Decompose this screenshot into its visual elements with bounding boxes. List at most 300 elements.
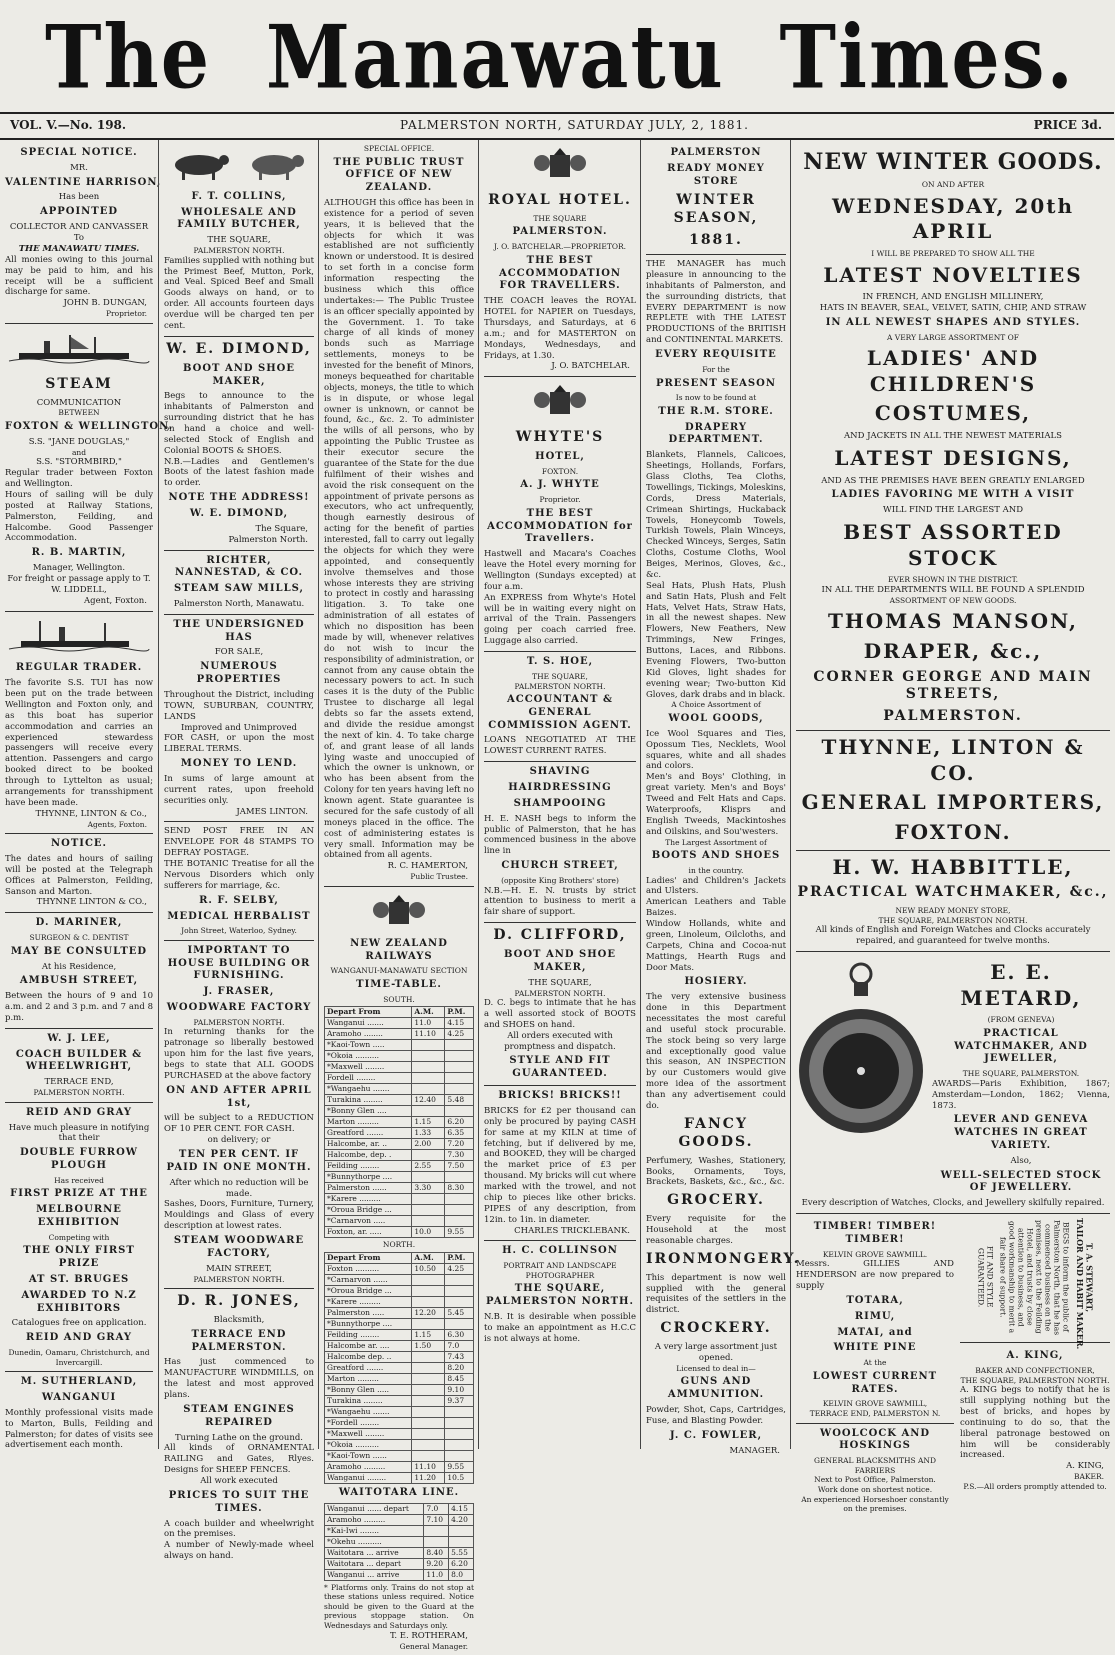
divider bbox=[796, 951, 1110, 952]
timetable-row bbox=[325, 1194, 474, 1205]
station-cell: *Bunnythorpe .... bbox=[325, 1318, 412, 1329]
american-leathers: American Leathers and Table Baizes. bbox=[646, 897, 786, 919]
square-palmerston: THE SQUARE, PALMERSTON NORTH. bbox=[878, 915, 1028, 925]
time-cell bbox=[445, 1194, 474, 1205]
railway-signature-role: General Manager. bbox=[399, 1641, 468, 1651]
royal-hotel-place: THE SQUARE bbox=[533, 213, 587, 223]
whyte-coach: Hastwell and Macara's Coaches leave the Hotel every morning for Wellington (Sundays excepted) at four a.m. bbox=[484, 549, 636, 592]
divider bbox=[164, 336, 314, 337]
time-cell bbox=[412, 1062, 445, 1073]
wheelwright-line: A coach builder and wheelwright on the premises. bbox=[164, 1518, 314, 1540]
money-to-lend: MONEY TO LEND. bbox=[180, 758, 298, 770]
timetable-north: NORTH. bbox=[382, 1240, 416, 1250]
crockery-heading: CROCKERY. bbox=[660, 1320, 772, 1337]
clifford-place-2: PALMERSTON NORTH. bbox=[514, 988, 606, 998]
divider bbox=[960, 1342, 1110, 1343]
steam-heading: STEAM bbox=[45, 375, 113, 392]
steam-line: and bbox=[71, 447, 87, 457]
station-cell: *Kaoi-Town ..... bbox=[325, 1040, 412, 1051]
timetable-row bbox=[325, 1205, 474, 1216]
time-cell: 9.55 bbox=[445, 1227, 474, 1238]
watches-repaired: All kinds of English and Foreign Watches and Clocks accurately repaired, and guaranteed for twelve months. bbox=[815, 925, 1091, 947]
waitotara-timetable bbox=[324, 1503, 474, 1581]
nannestad-place: Palmerston North, Manawatu. bbox=[173, 598, 305, 609]
timetable-row bbox=[325, 1318, 474, 1329]
coat-of-arms-icon bbox=[359, 894, 439, 928]
boots-heading: BOOTS AND SHOES bbox=[651, 850, 781, 862]
trader-signature: THYNNE, LINTON & Co., bbox=[35, 808, 147, 819]
time-cell bbox=[445, 1296, 474, 1307]
timetable-row bbox=[325, 1307, 474, 1318]
prize-line: MELBOURNE EXHIBITION bbox=[36, 1204, 122, 1229]
woolcock-name: WOOLCOCK AND HOSKINGS bbox=[819, 1427, 931, 1452]
at-the: At the bbox=[863, 1358, 887, 1368]
divider bbox=[484, 1085, 636, 1086]
notice-line: THE MANAWATU TIMES. bbox=[18, 243, 140, 254]
time-cell bbox=[412, 1274, 445, 1285]
drapery-body: Blankets, Flannels, Calicoes, Sheetings, Hollands, Forfars, Glass Cloths, Tea Cloths, Towellings, Tickings, Moleskins, Cords, Dress Materials, Crimean Shirtings, Huckaback Towels, Honeycomb Towels, Turkish Towels, Plain Winceys, Checked Winceys, Serges, Satin Cloths, Costume Cloths, Wool Beiges, Merinos, Gloves, &c., &c. bbox=[646, 450, 786, 580]
south-timetable-body bbox=[325, 1018, 474, 1238]
time-cell: 7.0 bbox=[445, 1340, 474, 1351]
whyte-express: An EXPRESS from Whyte's Hotel will be in waiting every night on arrival of the Train. Passengers going per coach carried free. Luggage also carried. bbox=[484, 592, 636, 647]
station-cell: Feilding ........ bbox=[325, 1329, 412, 1340]
millinery-line: IN FRENCH, AND ENGLISH MILLINERY, bbox=[862, 292, 1044, 303]
metard-place: THE SQUARE, PALMERSTON. bbox=[962, 1069, 1080, 1079]
time-cell: 5.55 bbox=[449, 1547, 474, 1558]
time-cell: 10.0 bbox=[412, 1227, 445, 1238]
timetable-row bbox=[325, 1461, 474, 1472]
lowest-rates: LOWEST CURRENT RATES. bbox=[812, 1370, 938, 1395]
price: PRICE 3d. bbox=[1033, 118, 1102, 132]
nash-body: H. E. NASH begs to inform the public of Palmerston, that he has commenced business in the above line in bbox=[484, 813, 636, 857]
medical-address: John Street, Waterloo, Sydney. bbox=[181, 926, 297, 936]
timetable-row bbox=[325, 1216, 474, 1227]
station-cell: Halcombe dep. .. bbox=[325, 1351, 412, 1362]
time-cell bbox=[412, 1362, 445, 1373]
station-cell: Palmerston ..... bbox=[325, 1307, 412, 1318]
time-cell: 4.15 bbox=[445, 1018, 474, 1029]
time-cell bbox=[412, 1439, 445, 1450]
timetable-row bbox=[325, 1558, 474, 1569]
station-cell: Wanganui ....... bbox=[325, 1018, 412, 1029]
divider bbox=[164, 550, 314, 551]
divider bbox=[484, 922, 636, 923]
timetable-row bbox=[325, 1395, 474, 1406]
work-executed: All work executed bbox=[200, 1476, 278, 1487]
place-and-date: PALMERSTON NORTH, SATURDAY JULY, 2, 1881. bbox=[400, 118, 749, 132]
trust-signature-role: Public Trustee. bbox=[410, 872, 468, 882]
dimond-name: W. E. DIMOND, bbox=[166, 340, 312, 357]
station-cell: *Okoia .......... bbox=[325, 1439, 412, 1450]
time-cell bbox=[412, 1296, 445, 1307]
timetable-row bbox=[325, 1329, 474, 1340]
station-cell: Palmerston ...... bbox=[325, 1183, 412, 1194]
trader-signature-place: Agents, Foxton. bbox=[87, 819, 147, 829]
station-cell: Marton ......... bbox=[325, 1373, 412, 1384]
licensed-line: Licensed to deal in— bbox=[676, 1363, 756, 1373]
whytes-place: FOXTON. bbox=[541, 466, 579, 476]
will-find: WILL FIND THE LARGEST AND bbox=[882, 505, 1024, 516]
col-am: A.M. bbox=[412, 1252, 445, 1263]
lower-left bbox=[796, 1218, 954, 1514]
crockery-body: A very large assortment just opened. bbox=[654, 1342, 778, 1363]
every-description: Every description of Watches, Clocks, and Jewellery skilfully repaired. bbox=[801, 1198, 1105, 1209]
time-cell bbox=[445, 1406, 474, 1417]
experienced: An experienced Horseshoer constantly on the premises. bbox=[801, 1494, 949, 1514]
photographer-sub: PHOTOGRAPHER bbox=[525, 1270, 595, 1280]
white-pine: WHITE PINE bbox=[833, 1342, 917, 1354]
clifford-body: D. C. begs to intimate that he has a well assorted stock of BOOTS and SHOES on hand. bbox=[484, 998, 636, 1030]
time-cell: 11.10 bbox=[412, 1461, 445, 1472]
dimond-title: BOOT AND SHOE MAKER, bbox=[182, 362, 296, 387]
time-cell bbox=[445, 1205, 474, 1216]
divider bbox=[164, 614, 314, 615]
timetable-row bbox=[325, 1073, 474, 1084]
station-cell: *Oroua Bridge ... bbox=[325, 1205, 412, 1216]
regular-trader-heading: REGULAR TRADER. bbox=[15, 662, 143, 674]
time-cell bbox=[412, 1285, 445, 1296]
vertical-text: T. A. STEWART, TAILOR AND HABIT MAKER. bbox=[1075, 1218, 1095, 1350]
timetable-row bbox=[325, 1227, 474, 1238]
season-year: 1881. bbox=[689, 232, 743, 249]
jones-place: TERRACE END PALMERSTON. bbox=[191, 1328, 287, 1353]
important-line: IMPORTANT TO HOUSE BUILDING OR FURNISHING. bbox=[167, 944, 311, 982]
wool-body: Ice Wool Squares and Ties, Opossum Ties, Necklets, Wool squares, white and all shades and colors. bbox=[646, 728, 786, 772]
woodware-factory: WOODWARE FACTORY bbox=[166, 1002, 312, 1014]
hairdressing: HAIRDRESSING bbox=[508, 782, 612, 794]
choice-line: A Choice Assortment of bbox=[671, 700, 761, 710]
rimu: RIMU, bbox=[854, 1310, 896, 1322]
lower-right bbox=[960, 1218, 1110, 1514]
time-cell: 8.0 bbox=[449, 1569, 474, 1580]
time-cell: 8.45 bbox=[445, 1373, 474, 1384]
timetable-row bbox=[325, 1428, 474, 1439]
steam-line: Regular trader between Foxton and Wellington. bbox=[5, 468, 153, 489]
stamps-line: SEND POST FREE IN AN ENVELOPE FOR 48 STAMPS TO DEFRAY POSTAGE. bbox=[164, 826, 314, 859]
hoe-place-2: PALMERSTON NORTH. bbox=[514, 681, 606, 691]
church-street: CHURCH STREET, bbox=[501, 860, 619, 872]
time-cell: 7.20 bbox=[445, 1139, 474, 1150]
fraser-name: J. FRASER, bbox=[203, 986, 275, 998]
divider bbox=[484, 761, 636, 762]
station-cell: Foxton, ar. ..... bbox=[325, 1227, 412, 1238]
divider bbox=[5, 323, 153, 324]
sashes-line: Sashes, Doors, Furniture, Turnery, Mouldings and Glass of every description at lowest rates. bbox=[164, 1199, 314, 1232]
monthly-visits: Monthly professional visits made to Marton, Bulls, Feilding and Palmerston; for dates of visits see advertisement each month. bbox=[5, 1407, 153, 1451]
timetable-row bbox=[325, 1128, 474, 1139]
medical-herbalist: MEDICAL HERBALIST bbox=[167, 910, 311, 922]
butcher-animals-icon bbox=[164, 147, 314, 181]
time-cell bbox=[412, 1351, 445, 1362]
properties-body: Throughout the District, including TOWN, SUBURBAN, COUNTRY, LANDS bbox=[164, 689, 314, 722]
steam-line: FOXTON & WELLINGTON. bbox=[5, 420, 174, 432]
window-hollands: Window Hollands, white and green, Linoleum, Oilcloths, and Carpets, China and Cocoa-nut Mattings, Hearth Rugs and Door Mats. bbox=[646, 919, 786, 973]
time-cell: 6.35 bbox=[445, 1128, 474, 1139]
time-cell: 2.55 bbox=[412, 1161, 445, 1172]
ten-percent-line: TEN PER CENT. IF PAID IN ONE MONTH. bbox=[166, 1149, 312, 1173]
whytes-hotel: HOTEL, bbox=[535, 451, 585, 463]
time-cell: 11.10 bbox=[412, 1029, 445, 1040]
time-cell bbox=[445, 1084, 474, 1095]
time-cell: 1.33 bbox=[412, 1128, 445, 1139]
time-cell bbox=[449, 1536, 474, 1547]
title-word-manawatu: Manawatu bbox=[265, 6, 725, 109]
prepared-line: I WILL BE PREPARED TO SHOW ALL THE bbox=[871, 248, 1035, 258]
regular-trader-body: The favorite S.S. TUI has now been put on the trade between Wellington and Foxton only, and as this boat has superior accommodation and carries an experienced stewardess passengers will receive every attention. Passengers and cargo booked direct to be booked through to Lyttelton as usual; arrangements for transshipment have been made. bbox=[5, 678, 153, 808]
on-and-after: ON AND AFTER bbox=[921, 180, 985, 190]
divider bbox=[324, 886, 474, 887]
station-cell: Wanganui ...... depart bbox=[325, 1503, 424, 1514]
bricks-body: BRICKS for £2 per thousand can only be procured by paying CASH for same at my KILN at time of fetching, but if delivered by me, and BOOKED, they will be charged the market price of £3 per thousand. My bricks will cut where marked with the trowel, and not chip to pieces like other bricks. PIPES of any description, from 12in. to 1in. in diameter. bbox=[484, 1105, 636, 1225]
station-cell: *Karere ......... bbox=[325, 1194, 412, 1205]
new-ready-money: NEW READY MONEY STORE, bbox=[895, 906, 1011, 916]
mail-notice-signature: THYNNE LINTON & CO., bbox=[36, 897, 147, 908]
time-cell bbox=[412, 1172, 445, 1183]
timetable-south: SOUTH. bbox=[383, 994, 415, 1004]
to-be-found: Is now to be found at bbox=[675, 393, 757, 403]
butcher-title: WHOLESALE AND FAMILY BUTCHER, bbox=[177, 206, 301, 231]
costumes: COSTUMES, bbox=[874, 401, 1032, 426]
divider bbox=[796, 1213, 1110, 1214]
south-timetable bbox=[324, 1006, 474, 1238]
agent-freight: For freight or passage apply to T. W. LIDDELL, bbox=[7, 573, 151, 595]
palmerston-line: PALMERSTON. bbox=[883, 708, 1023, 725]
divider bbox=[796, 730, 1110, 731]
timetable-row bbox=[325, 1439, 474, 1450]
metard-title: PRACTICAL WATCHMAKER, AND JEWELLER, bbox=[954, 1027, 1088, 1065]
boots-sub: in the country. bbox=[688, 865, 744, 875]
royal-hotel-place-2: PALMERSTON. bbox=[512, 226, 608, 238]
time-cell: 6.20 bbox=[445, 1117, 474, 1128]
station-cell: Wanganui ... arrive bbox=[325, 1569, 424, 1580]
timetable-row bbox=[325, 1362, 474, 1373]
time-cell bbox=[445, 1062, 474, 1073]
large-assortment: A VERY LARGE ASSORTMENT OF bbox=[886, 332, 1020, 342]
photographer-place: THE SQUARE, PALMERSTON NORTH. bbox=[486, 1283, 634, 1308]
notice-line: VALENTINE HARRISON, bbox=[5, 176, 162, 188]
time-cell: 8.20 bbox=[445, 1362, 474, 1373]
station-cell: *Fordell ........ bbox=[325, 1417, 412, 1428]
store-title-2: READY MONEY STORE bbox=[667, 162, 765, 187]
timetable-row bbox=[325, 1536, 474, 1547]
column-6 bbox=[790, 140, 1115, 1514]
baker-signature: A. KING, bbox=[1066, 1461, 1104, 1472]
photographer-note: N.B. It is desirable when possible to make an appointment as H.C.C is not always at home. bbox=[484, 1311, 636, 1344]
baker-title: BAKER AND CONFECTIONER, bbox=[975, 1365, 1095, 1375]
north-timetable bbox=[324, 1252, 474, 1484]
church-street-2: (opposite King Brothers' store) bbox=[501, 875, 619, 885]
plough-line-2: Has received bbox=[54, 1175, 104, 1185]
time-cell bbox=[445, 1439, 474, 1450]
timetable-row bbox=[325, 1296, 474, 1307]
station-cell: Waitotara ... depart bbox=[325, 1558, 424, 1569]
jones-sub: Blacksmith, bbox=[213, 1315, 265, 1325]
time-cell bbox=[412, 1040, 445, 1051]
baker-place: THE SQUARE, PALMERSTON NORTH. bbox=[960, 1375, 1110, 1385]
timetable-row bbox=[325, 1285, 474, 1296]
timetable-row bbox=[325, 1373, 474, 1384]
agent-place: Manager, Wellington. bbox=[32, 563, 126, 574]
steamship-icon bbox=[9, 619, 149, 653]
winter-season: WINTER SEASON, bbox=[673, 192, 759, 227]
vertical-text: BEGS to inform the public of Palmerston North, that he has commenced business on the premises, next to the Feilding Hotel, and trusts by close attention to business, and good workmanship to merit a fair share of support. bbox=[998, 1219, 1071, 1335]
timetable-row bbox=[325, 1406, 474, 1417]
clifford-style: STYLE AND FIT GUARANTEED. bbox=[509, 1055, 611, 1080]
station-cell: *Bunnythorpe .... bbox=[325, 1172, 412, 1183]
timetable-row bbox=[325, 1018, 474, 1029]
totara: TOTARA, bbox=[846, 1294, 904, 1306]
wednesday-line: WEDNESDAY, 20th APRIL bbox=[831, 193, 1075, 244]
north-timetable-body bbox=[325, 1263, 474, 1483]
station-cell: Aramoho ......... bbox=[325, 1514, 424, 1525]
steam-line: S.S. "STORMBIRD," bbox=[36, 457, 122, 468]
hoe-place: THE SQUARE, bbox=[532, 671, 588, 681]
col-am: A.M. bbox=[412, 1007, 445, 1018]
steam-factory: STEAM WOODWARE FACTORY, bbox=[173, 1235, 305, 1259]
only-prize-2: AT ST. BRUGES bbox=[28, 1274, 130, 1286]
butcher-place-2: PALMERSTON NORTH. bbox=[193, 246, 285, 256]
time-cell: 1.15 bbox=[412, 1329, 445, 1340]
timetable-title: TIME-TABLE. bbox=[356, 978, 442, 990]
store-body: THE MANAGER has much pleasure in announcing to the inhabitants of Palmerston, and the surrounding districts, that EVERY DEPARTMENT is now REPLETE with THE LATEST PRODUCTIONS of the BRITISH and CONTINENTAL MARKETS. bbox=[646, 259, 786, 346]
column-2 bbox=[158, 140, 319, 1562]
time-cell bbox=[412, 1216, 445, 1227]
station-cell: *Bonny Glen .... bbox=[325, 1106, 412, 1117]
wool-goods: WOOL GOODS, bbox=[668, 713, 764, 724]
timetable-row bbox=[325, 1161, 474, 1172]
fowler-name: J. C. FOWLER, bbox=[669, 1429, 763, 1441]
time-cell bbox=[445, 1051, 474, 1062]
coach-builder-title: COACH BUILDER & WHEELWRIGHT, bbox=[15, 1048, 143, 1073]
time-cell: 4.25 bbox=[445, 1263, 474, 1274]
time-cell bbox=[445, 1172, 474, 1183]
time-cell bbox=[412, 1051, 445, 1062]
time-cell bbox=[412, 1450, 445, 1461]
timetable-row bbox=[325, 1051, 474, 1062]
time-cell bbox=[445, 1450, 474, 1461]
timetable-row bbox=[325, 1274, 474, 1285]
pocket-watch-icon bbox=[796, 956, 926, 1156]
departments-line: IN ALL THE DEPARTMENTS WILL BE FOUND A SPLENDID bbox=[821, 584, 1085, 595]
column-4 bbox=[478, 140, 641, 1449]
turning-line: Turning Lathe on the ground. bbox=[175, 1432, 303, 1443]
timetable-row bbox=[325, 1263, 474, 1274]
time-cell bbox=[445, 1106, 474, 1117]
time-cell: 12.40 bbox=[412, 1095, 445, 1106]
prize-line: Competing with bbox=[48, 1232, 110, 1242]
notice-line: COLLECTOR AND CANVASSER bbox=[9, 222, 149, 233]
coach-builder-place-2: PALMERSTON NORTH. bbox=[33, 1088, 125, 1098]
prices-line: PRICES TO SUIT THE TIMES. bbox=[168, 1489, 310, 1514]
dimond-signature-3: Palmerston North. bbox=[228, 534, 308, 545]
time-cell: 2.00 bbox=[412, 1139, 445, 1150]
time-cell bbox=[412, 1205, 445, 1216]
king-name: A. KING, bbox=[1006, 1350, 1064, 1362]
station-cell: *Maxwell ........ bbox=[325, 1062, 412, 1073]
metard-origin: (FROM GENEVA) bbox=[987, 1015, 1055, 1025]
time-cell: 7.43 bbox=[445, 1351, 474, 1362]
station-cell: Greatford ....... bbox=[325, 1362, 412, 1373]
ladies-children: LADIES' AND CHILDREN'S bbox=[866, 346, 1040, 396]
divider bbox=[5, 1102, 153, 1103]
station-cell: *Okoia .......... bbox=[325, 1051, 412, 1062]
steam-line: BETWEEN bbox=[58, 408, 100, 418]
lever-watches: LEVER AND GENEVA WATCHES IN GREAT VARIETY. bbox=[953, 1114, 1089, 1152]
matai: MATAI, and bbox=[837, 1326, 913, 1338]
dimond-note: N.B.—Ladies and Gentlemen's Boots of the latest fashion made to order. bbox=[164, 456, 314, 489]
shampooing: SHAMPOOING bbox=[513, 797, 607, 809]
railways-section: WANGANUI-MANAWATU SECTION bbox=[330, 966, 468, 976]
time-cell bbox=[412, 1084, 445, 1095]
time-cell bbox=[412, 1428, 445, 1439]
time-cell: 9.37 bbox=[445, 1395, 474, 1406]
time-cell bbox=[412, 1406, 445, 1417]
reid-gray-body: Have much pleasure in notifying that their bbox=[8, 1122, 150, 1144]
kelvin-grove: KELVIN GROVE SAWMILL. bbox=[822, 1249, 928, 1259]
time-cell bbox=[445, 1073, 474, 1084]
station-cell: Foxton .......... bbox=[325, 1263, 412, 1274]
column-5 bbox=[640, 140, 801, 1456]
every-requisite-2: For the bbox=[702, 364, 730, 374]
time-cell: 5.45 bbox=[445, 1307, 474, 1318]
guns-line: GUNS AND AMMUNITION. bbox=[667, 1376, 765, 1401]
time-cell bbox=[412, 1318, 445, 1329]
divider bbox=[5, 912, 153, 913]
new-winter-goods: NEW WINTER GOODS. bbox=[803, 149, 1103, 175]
timetable-row bbox=[325, 1150, 474, 1161]
clifford-name: D. CLIFFORD, bbox=[493, 927, 627, 944]
steamship-icon bbox=[9, 331, 149, 365]
platform-note: * Platforms only. Trains do not stop at these stations unless required. Notice should be given to the Guard at the previous stoppage station. On Wednesdays and Saturdays only. bbox=[324, 1582, 474, 1631]
blacksmiths: GENERAL BLACKSMITHS AND FARRIERS bbox=[813, 1456, 937, 1475]
masthead bbox=[0, 0, 1114, 112]
gillies-line: Messrs. GILLIES AND HENDERSON are now prepared to supply bbox=[796, 1259, 954, 1292]
timetable-row bbox=[325, 1062, 474, 1073]
royal-hotel-name: ROYAL HOTEL. bbox=[488, 191, 632, 208]
lower-right-block bbox=[796, 1218, 1110, 1514]
coat-of-arms-icon bbox=[520, 147, 600, 181]
station-cell: *Wangaehu ....... bbox=[325, 1406, 412, 1417]
plough-line: DOUBLE FURROW PLOUGH bbox=[19, 1147, 139, 1172]
timetable-row bbox=[325, 1084, 474, 1095]
timetable-row bbox=[325, 1503, 474, 1514]
dimond-signature-2: The Square, bbox=[255, 523, 308, 534]
time-cell: 6.30 bbox=[445, 1329, 474, 1340]
royal-best-accommodation: THE BEST ACCOMMODATION FOR TRAVELLERS. bbox=[498, 254, 622, 292]
timetable-row bbox=[325, 1117, 474, 1128]
station-cell: Aramoho ........ bbox=[325, 1029, 412, 1040]
divider bbox=[484, 1240, 636, 1241]
well-selected: WELL-SELECTED STOCK OF JEWELLERY. bbox=[940, 1169, 1102, 1194]
time-cell: 4.15 bbox=[449, 1503, 474, 1514]
clifford-orders: All orders executed with promptness and dispatch. bbox=[504, 1030, 616, 1052]
timetable-row bbox=[325, 1417, 474, 1428]
divider bbox=[5, 833, 153, 834]
time-cell bbox=[412, 1417, 445, 1428]
divider bbox=[5, 1028, 153, 1029]
time-cell bbox=[412, 1373, 445, 1384]
stewart-vertical-ad bbox=[960, 1218, 1110, 1350]
practical-watchmaker: PRACTICAL WATCHMAKER, &c., bbox=[797, 884, 1109, 901]
time-cell bbox=[445, 1318, 474, 1329]
timetable-row bbox=[325, 1139, 474, 1150]
time-cell: 6.20 bbox=[449, 1558, 474, 1569]
trust-body: ALTHOUGH this office has been in existence for a period of seven years, it is believed that the objects for which it was established are not sufficiently known or understood. It is desired to set forth in a concise form information respecting the business which this office undertakes:— The Public Trustee is an officer specially appointed by the Government. 1. To take charge of all kinds of money bonds such as Marriage settlements, moneys to be invested for the benefit of Minors, moneys bequeathed for charitable objects, moneys, the title to which is in dispute, or whose legal owner is unknown, or cannot be found, &c., &c. 2. To administer the wills of all persons, who by appointing the Public Trustee as their executor secure the guarantee of the State for the due fulfilment of their wishes and avoid the risk consequent on the appointment of private persons as executors, who act unfrequently, though earnestly desirous of acting for the benefit of parties interested, fall to carry out legally the objects for which they were appointed, and consequently involve themselves and those whose interests they are striving to protect in costly and harassing litigation. 3. To take one administration of all estates of which no disposition has been made by will, whenever relatives do not wish to incur the responsibility of administration, or cannot from any cause obtain the necessary powers to act. In such cases it is the duty of the Public Trustee to discharge all legal debts so far the assets extend, and divide the residue amongst the next of kin. 4. To take charge of, and grant lease of all lands lying waste and unoccupied of which the owner is unknown, or who has been absent from the Colony for ten years having left no known agent. State guarantee is secured for the safe custody of all moneys placed in the office. The cost of administering estates is very small. Information may be obtained from all agents. bbox=[324, 197, 474, 861]
railways-title: NEW ZEALAND RAILWAYS bbox=[350, 937, 448, 962]
notice-signature-role: Proprietor. bbox=[105, 309, 147, 319]
consulted-line: MAY BE CONSULTED bbox=[10, 945, 148, 957]
station-cell: *Carnarvon ..... bbox=[325, 1216, 412, 1227]
